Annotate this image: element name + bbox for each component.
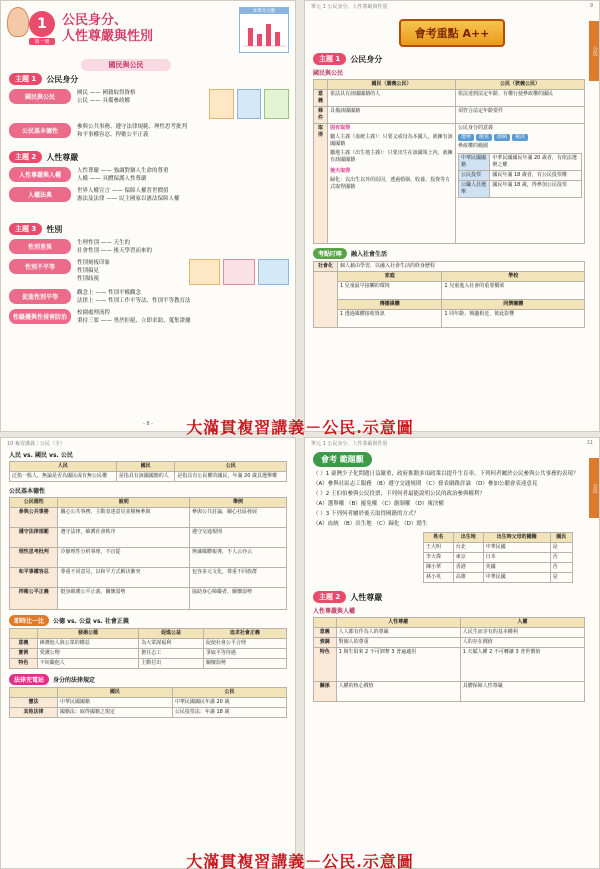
- node-promote-b: 法律上 —— 性別工作平等法、性別平等教育法: [77, 298, 191, 304]
- question-3: （ ）3 下列何者屬於後天取得國籍的方式？: [313, 511, 419, 517]
- page-top-right: [304, 0, 600, 432]
- comp-table: [9, 461, 287, 482]
- mascot-icon: [7, 7, 29, 37]
- vt-h0: 公民德性: [10, 498, 58, 508]
- vt-r1-2: 遵守交通規則: [190, 528, 287, 548]
- mt-r2-1: 香港: [453, 563, 483, 573]
- vt-r3-1: 尊重不同意見，以和平方式解決衝突: [58, 568, 190, 588]
- node-virtue-a: 參與公共事務、遵守法律規範、理性思考批判: [77, 124, 188, 130]
- vt-r2-1: 冷靜理性分析事理，不盲從: [58, 548, 190, 568]
- br-topic2-title: 人性尊嚴: [350, 592, 383, 602]
- mt-r2-3: 否: [550, 563, 572, 573]
- cmp-r1-0: 實例: [10, 649, 38, 659]
- score-chart-caption: 本單元分數: [240, 8, 288, 14]
- national-table: [313, 79, 585, 244]
- vt-h1: 說明: [58, 498, 190, 508]
- dignity-table: [313, 617, 585, 702]
- question-1: （ ）1 臺灣少子化問題日益嚴重，政府推動多項政策以提升生育率，下列何者屬於公民參與公共事務的表現？: [313, 471, 579, 477]
- page-bottom-left: [0, 437, 296, 869]
- node-gender-a: 生理性別 —— 天生的: [77, 240, 130, 246]
- header-br-page: 11: [586, 440, 593, 446]
- nt-r1-head: 意義: [314, 90, 328, 107]
- dt-r3-0: 關係: [314, 682, 337, 702]
- watermark-caption-top: 大滿貫複習講義－公民.示意圖: [186, 418, 414, 437]
- unit-title-line1: 公民身分、: [62, 13, 128, 28]
- dt-h0: [314, 618, 337, 628]
- lt-h0: [10, 688, 58, 698]
- ht-r3-a: 1 透過媒體接收資訊: [338, 310, 442, 328]
- header-tr-page: 9: [589, 3, 593, 9]
- vt-h2: 舉例: [190, 498, 287, 508]
- vt-r4-2: 協助身心障礙者、關懷弱勢: [190, 588, 287, 610]
- nt-acquire-head: 取得: [314, 124, 328, 244]
- topic2-block: [9, 151, 289, 207]
- header-tr: [305, 1, 599, 11]
- mt-r1-2: 日本: [483, 553, 550, 563]
- ct-r2: 是指具有公民權的國民，年滿 20 歲具選舉權: [175, 472, 287, 482]
- cmp-r2-1: 不妨礙他人: [37, 659, 139, 669]
- cmp-r2-2: 主動付出: [139, 659, 204, 669]
- key-points-banner: 會考重點 A++: [399, 19, 506, 47]
- vt-r0-2: 參與公共討論，關心社區發展: [190, 508, 287, 528]
- header-bl: [1, 438, 295, 448]
- mt-h1: 出生地: [453, 533, 483, 543]
- score-chart: [239, 7, 289, 53]
- dt-r0-1: 人人都有作為人的尊嚴: [336, 628, 460, 638]
- note-init: 創制: [494, 134, 510, 141]
- cmp-r2-3: 關懷弱勢: [203, 659, 286, 669]
- dt-r1-0: 強調: [314, 638, 337, 648]
- dt-r3-1: 人權的核心價值: [336, 682, 460, 702]
- mt-r0-1: 台北: [453, 543, 483, 553]
- header-bl-left: 10: [7, 441, 14, 447]
- tr-topic1-title: 公民身分: [350, 54, 383, 64]
- ht-r0-a: 家庭: [338, 272, 442, 282]
- edge-tab-tr: 公民: [589, 21, 599, 81]
- lt-h1: 國民: [57, 688, 172, 698]
- unit-banner: [7, 7, 232, 57]
- ht-r1-b: 1 兒童進入社會的重要橋梁: [442, 282, 585, 300]
- vt-r1-0: 遵守法律規範: [10, 528, 58, 548]
- tag3-note: 國民年滿 18 歲，得參加公民投票: [490, 181, 582, 198]
- cmp-r0-1: 維護他人與公眾的權益: [37, 639, 139, 649]
- nt-h2: 公民（狹義公民）: [455, 80, 584, 90]
- mt-r2-2: 英國: [483, 563, 550, 573]
- ht-r0-b: 學校: [442, 272, 585, 282]
- acquire-after: 後天取得: [330, 168, 351, 174]
- ht-r1-a: 1 兒童最早接觸的環境: [338, 282, 442, 300]
- ht-r3-b: 1 同年齡、興趣相近，彼此影響: [442, 310, 585, 328]
- lt-r1-1: 國籍法：取得國籍之規定: [57, 708, 172, 718]
- node-ineq-left: 性別不平等: [9, 259, 71, 274]
- nt-r2-head: 條件: [314, 107, 328, 124]
- topic1-block: [9, 73, 289, 143]
- node-gender-b: 社會性別 —— 後天學習而來的: [77, 248, 152, 254]
- header-br: [305, 438, 599, 448]
- dt-h1: 人性尊嚴: [336, 618, 460, 628]
- ct-r1: 是指具有該國國籍的人: [116, 472, 175, 482]
- illustration-gender: [189, 259, 289, 285]
- tag-national: 國民與公民: [81, 59, 171, 71]
- node-ineq-a: 性別刻板印象: [77, 260, 111, 266]
- topic2-badge: 主題 2: [9, 151, 42, 163]
- mt-r3-0: 林小英: [424, 573, 454, 583]
- vt-r1-1: 遵守法律，維護社會秩序: [58, 528, 190, 548]
- vt-r4-1: 挺身維護公平正義，關懷弱勢: [58, 588, 190, 610]
- unit-title-line2: 人性尊嚴與性別: [62, 29, 154, 44]
- score-chart-bars: [240, 14, 288, 50]
- header-br-mid: 公民身分、人性尊嚴與性別: [327, 441, 388, 447]
- tag1: 中華民國國籍: [458, 154, 489, 171]
- nt-acquire-cell: [328, 124, 456, 244]
- header-bl-mid: 複習講義｜公民（全）: [14, 441, 65, 447]
- dt-r1-1: 對個人的尊重: [336, 638, 460, 648]
- lt-r0-1: 中華民國國籍: [57, 698, 172, 708]
- node-harass-a: 校園處理流程: [77, 310, 111, 316]
- note-vote: 選舉: [458, 134, 474, 141]
- ht-h1: 個人藉由學習，以融入社會生活的終身歷程: [338, 262, 585, 272]
- tag2: 公民投票: [458, 171, 489, 181]
- topic2-title: 人性尊嚴: [46, 152, 79, 162]
- mt-r1-0: 李大偉: [424, 553, 454, 563]
- law-table: [9, 687, 287, 718]
- cmp-h3: 追求社會正義: [203, 629, 286, 639]
- tr-sub-heading: 國民與公民: [313, 70, 344, 77]
- watermark-caption-bottom: 大滿貫複習講義－公民.示意圖: [186, 852, 414, 869]
- node-harass-b: 秉持三要 —— 勇於拒絕、立即求助、蒐集證據: [77, 318, 191, 324]
- dt-r2-0: 特色: [314, 648, 337, 682]
- compare-title: 公德 vs. 公益 vs. 社會正義: [53, 618, 129, 625]
- ht-r2-a: 傳播媒體: [338, 300, 442, 310]
- lt-r1-2: 公民投票法：年滿 18 歲: [172, 708, 286, 718]
- cmp-r1-3: 爭取平等待遇: [203, 649, 286, 659]
- cmp-r0-2: 為大眾謀福利: [139, 639, 204, 649]
- node-harass-left: 性騷擾與性侵害防治: [9, 309, 71, 324]
- dt-r2-1: 1 與生俱來 2 不可剝奪 3 普遍適用: [336, 648, 460, 682]
- node-civic-a: 國民 —— 國籍取得資格: [77, 90, 136, 96]
- nt-r1-b: 依法達到法定年齡、有權行使參政權的國民: [455, 90, 584, 107]
- mt-r3-1: 高雄: [453, 573, 483, 583]
- node-law-b: 憲法及法律 —— 民主國家以憲法保障人權: [77, 196, 180, 202]
- mt-r0-2: 中華民國: [483, 543, 550, 553]
- hint-table: [313, 261, 585, 328]
- vt-r3-2: 包容多元文化，尊重不同族群: [190, 568, 287, 588]
- ct-h1: 國民: [116, 462, 175, 472]
- dt-r3-2: 具體保障人性尊嚴: [460, 682, 584, 702]
- node-civic-left: 國民與公民: [9, 89, 71, 104]
- tag2-note: 國民年滿 18 歲者，有公民投票權: [490, 171, 582, 181]
- header-tr-left: 單元 1: [311, 4, 326, 10]
- ct-h2: 公民: [175, 462, 287, 472]
- node-virtue-b: 和平事權容忍、捍衛公平正義: [77, 132, 149, 138]
- dt-r2-2: 1 天賦人權 2 不可轉讓 3 普世價值: [460, 648, 584, 682]
- mt-h0: 姓名: [424, 533, 454, 543]
- node-ineq-b: 性別偏見: [77, 268, 100, 274]
- law-title: 身分的法律規定: [53, 677, 96, 684]
- vt-r2-2: 辨識媒體報導，不人云亦云: [190, 548, 287, 568]
- header-tr-mid: 公民身分、人性尊嚴與性別: [327, 4, 388, 10]
- mt-r0-3: 是: [550, 543, 572, 553]
- virtue-table: [9, 497, 287, 610]
- right-sub-table: [458, 153, 582, 198]
- mt-r2-0: 陳小華: [424, 563, 454, 573]
- cmp-r0-0: 意義: [10, 639, 38, 649]
- tr-topic1-badge: 主題 1: [313, 53, 346, 65]
- cmp-r1-2: 擔任志工: [139, 649, 204, 659]
- page-number-tl: - 8 -: [143, 421, 153, 427]
- cmp-h0: [10, 629, 38, 639]
- node-promote-left: 促進性別平等: [9, 289, 71, 304]
- bl-section-c: 即時比一比: [9, 615, 49, 626]
- topic1-title: 公民身分: [46, 74, 79, 84]
- lt-r1-0: 其他法律: [10, 708, 58, 718]
- topic3-title: 性別: [46, 224, 63, 234]
- topic3-block: [9, 223, 289, 329]
- node-law-left: 人權法典: [9, 187, 71, 202]
- nt-r2-a: 具備該國國籍: [328, 107, 456, 124]
- illustration-people: [209, 89, 289, 119]
- mt-h3: 國民: [550, 533, 572, 543]
- hint-sub: 融入社會生活: [351, 251, 388, 258]
- ht-h0: 社會化: [314, 262, 338, 272]
- vt-r2-0: 理性思考批判: [10, 548, 58, 568]
- unit-sub: 第一冊: [29, 38, 55, 45]
- node-dignity-left: 人性尊嚴與人權: [9, 167, 71, 182]
- br-sub-heading: 人性尊嚴與人權: [313, 608, 356, 615]
- mt-h2: 出生時父母的國籍: [483, 533, 550, 543]
- unit-number: 1: [29, 11, 55, 37]
- nt-right-cell: [455, 124, 584, 244]
- lt-h2: 公民: [172, 688, 286, 698]
- vt-r0-0: 參與公共事務: [10, 508, 58, 528]
- acquire-c: 歸化：以出生以外的原因，透過婚姻、收養、投資等方式取得國籍: [330, 177, 451, 190]
- node-promote-a: 觀念上 —— 性別平權觀念: [77, 290, 141, 296]
- mt-r3-2: 中華民國: [483, 573, 550, 583]
- dt-h2: 人權: [460, 618, 584, 628]
- ht-side: [314, 272, 338, 328]
- dt-r0-0: 意義: [314, 628, 337, 638]
- right-b: 參政權的範圍: [457, 143, 488, 149]
- node-gender-left: 性別差異: [9, 239, 71, 254]
- cmp-r0-3: 促使社會公平合理: [203, 639, 286, 649]
- bl-section-d: 法律充電站: [9, 674, 49, 685]
- topic1-badge: 主題 1: [9, 73, 42, 85]
- nt-r1-a: 依法具有該國國籍的人: [328, 90, 456, 107]
- question-2: （ ）2 王伯伯參與公民投票，下列何者最能說明公民的政治參與權利？: [313, 491, 485, 497]
- mini-table: [423, 532, 573, 583]
- vt-r0-1: 關心公共事務，主動表達意見並積極參與: [58, 508, 190, 528]
- node-ineq-c: 性別歧視: [77, 276, 100, 282]
- edge-tab-br: 公民: [589, 458, 599, 518]
- page-top-left: [0, 0, 296, 432]
- lt-r0-0: 憲法: [10, 698, 58, 708]
- tag1-note: 中華民國國民年滿 20 歲者，有依法選舉之權: [490, 154, 582, 171]
- mt-r3-3: 是: [550, 573, 572, 583]
- hint-title: 考點叮嚀: [313, 248, 347, 259]
- tag3: 公職人員選舉: [458, 181, 489, 198]
- node-dignity-a: 人性尊嚴 —— 強調對個人生命的尊重: [77, 168, 169, 174]
- node-law-a: 世界人權宣言 —— 保障人權普世價值: [77, 188, 169, 194]
- dt-r0-2: 人民生而享有的基本權利: [460, 628, 584, 638]
- note-ref: 複決: [512, 134, 528, 141]
- exam-banner: 會考 範題觀: [313, 452, 372, 467]
- topic3-badge: 主題 3: [9, 223, 42, 235]
- mt-r1-1: 東京: [453, 553, 483, 563]
- cmp-r1-1: 愛護公物: [37, 649, 139, 659]
- node-dignity-b: 人權 —— 具體保護人性尊嚴: [77, 176, 147, 182]
- nt-h0: [314, 80, 328, 90]
- cmp-r2-0: 特色: [10, 659, 38, 669]
- acquire-b: 屬地主義（出生地主義）：只要出生在該國領土內，就擁有該國國籍: [330, 150, 453, 163]
- dt-r1-2: 人的存在價值: [460, 638, 584, 648]
- bl-section-b: 公民基本德性: [9, 488, 46, 495]
- ct-r0: 泛指一般人，無論是否為國民或有無公民權: [10, 472, 117, 482]
- unit-title: [62, 13, 153, 45]
- lt-r0-2: 中華民國國民年滿 20 歲: [172, 698, 286, 708]
- note-recall: 罷免: [476, 134, 492, 141]
- mt-r0-0: 王大明: [424, 543, 454, 553]
- question-1-options: （A）參與社區志工服務 （B）遵守交通規則 （C）發表網路評論 （D）參加公聽會表達意見: [313, 481, 538, 487]
- question-2-options: （A）選舉權 （B）罷免權 （C）創制權 （D）複決權: [313, 501, 444, 507]
- mt-r1-3: 否: [550, 553, 572, 563]
- node-civic-b: 公民 —— 具備參政權: [77, 98, 130, 104]
- cmp-h1: 發揚公德: [37, 629, 139, 639]
- nt-h1: 國民（廣義公民）: [328, 80, 456, 90]
- question-3-options: （A）血統 （B）出生地 （C）歸化 （D）婚生: [313, 521, 428, 527]
- vt-r4-0: 捍衛公平正義: [10, 588, 58, 610]
- page-bottom-right: [304, 437, 600, 869]
- vt-r3-0: 和平事權容忍: [10, 568, 58, 588]
- bl-section-a: 人民 vs. 國民 vs. 公民: [9, 452, 73, 459]
- ht-r2-b: 同儕團體: [442, 300, 585, 310]
- acquire-a: 屬人主義（血統主義）：只要父或母為本國人，就擁有該國國籍: [330, 134, 453, 147]
- acquire-natural: 固有取得: [330, 125, 351, 131]
- right-a: 公民身分的意義: [457, 125, 493, 131]
- node-virtue-left: 公民基本德性: [9, 123, 71, 138]
- br-topic2-badge: 主題 2: [313, 591, 346, 603]
- header-br-left: 單元 1: [311, 441, 326, 447]
- cmp-h2: 促進公益: [139, 629, 204, 639]
- nt-r2-b: 須符合法定年齡要件: [455, 107, 584, 124]
- compare-table: [9, 628, 287, 669]
- ct-h0: 人民: [10, 462, 117, 472]
